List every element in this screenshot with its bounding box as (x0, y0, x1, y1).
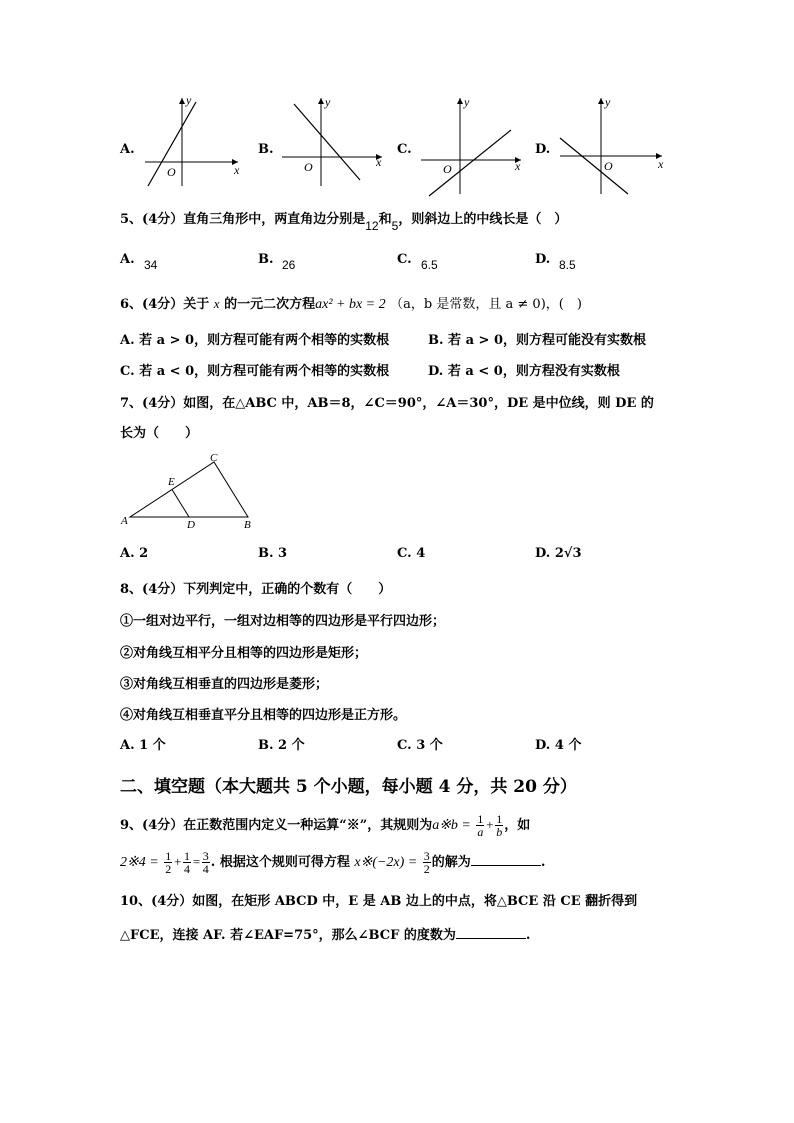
q6-stem-mid: 的一元二次方程 (224, 297, 316, 312)
option-value: 6.5 (421, 258, 438, 272)
graph-d (556, 94, 668, 198)
frac-num: 3 (423, 849, 430, 863)
q10-line2-text: △FCE，连接 AF. 若∠EAF=75°，那么∠BCF 的度数为 (120, 928, 456, 943)
option-label: C. (397, 252, 412, 267)
vertex-a-label: A (121, 515, 128, 527)
frac-num: 1 (496, 812, 503, 826)
frac-num: 1 (165, 849, 172, 863)
q9-example-lhs: 2※4 = (120, 855, 159, 870)
q7-option-a (120, 546, 148, 562)
q6-stem-paren: （a，b 是常数，且 a ≠ 0)，( ) (390, 297, 582, 312)
option-label: C. (397, 738, 412, 753)
q8-statement: ④对角线互相垂直平分且相等的四边形是正方形。 (120, 708, 407, 723)
graph-b (276, 94, 388, 190)
q9-stem-post: ，如 (504, 818, 531, 833)
frac-den: 4 (184, 862, 190, 876)
origin-label: O (304, 160, 313, 174)
q9-frac-quarter (183, 850, 191, 875)
option-text: 若 a > 0，则方程可能有两个相等的实数根 (139, 333, 390, 348)
option-text: 若 a > 0，则方程可能没有实数根 (448, 333, 646, 348)
q7-option-b (258, 546, 287, 562)
q10-line2 (120, 926, 530, 944)
option-label: B. (258, 738, 274, 753)
q6-option-c (120, 364, 389, 380)
q9-rule-lhs: a※b = (432, 818, 471, 833)
option-value: 2√3 (554, 546, 582, 561)
option-text: 若 a < 0，则方程没有实数根 (447, 364, 620, 379)
option-label: A. (120, 252, 135, 267)
frac-den: 2 (423, 862, 430, 876)
q6-equation: ax² + bx = 2 (315, 297, 386, 312)
vertex-c-label: C (210, 452, 218, 464)
q9-frac-1-a (476, 813, 484, 838)
frac-num: 3 (202, 849, 209, 863)
axis-x-label: x (658, 157, 664, 171)
option-value: 8.5 (559, 258, 576, 272)
origin-label: O (443, 162, 452, 176)
point-d-label: D (187, 519, 195, 531)
q9-example-mid: . 根据这个规则可得方程 (210, 855, 350, 870)
q10-line1: 10、(4分）如图，在矩形 ABCD 中，E 是 AB 边上的中点，将△BCE 沿 CE 翻折得到 (120, 894, 638, 909)
q6-option-b (428, 333, 646, 349)
option-value: 26 (282, 258, 296, 272)
q9-example-post: 的解为 (431, 855, 471, 870)
option-label: A. (120, 546, 135, 561)
q5-leg-b: 5 (391, 219, 399, 233)
q8-option-b (258, 738, 305, 754)
period: . (540, 855, 546, 870)
option-text: 若 a < 0，则方程可能有两个相等的实数根 (139, 364, 390, 379)
vertex-b-label: B (244, 519, 251, 531)
origin-label: O (604, 159, 613, 173)
section-title: 二、填空题（本大题共 5 个小题，每小题 4 分，共 20 分） (120, 777, 577, 797)
q5-stem-post: ，则斜边上的中线长是（ ） (398, 212, 568, 227)
q7-triangle-figure (118, 450, 258, 534)
option-label: C. (120, 364, 135, 379)
q6-stem (120, 296, 582, 313)
option-value: 34 (144, 258, 158, 272)
q8-statement: ③对角线互相垂直的四边形是菱形； (120, 677, 329, 692)
option-label: B. (258, 252, 274, 267)
plus-sign: + (173, 854, 182, 869)
q9-equation-lhs: x※(−2x) = (354, 855, 418, 870)
option-value: 2 个 (278, 738, 305, 753)
option-label: D. (535, 546, 551, 561)
q6-option-a (120, 333, 389, 349)
option-value: 3 个 (416, 738, 443, 753)
axis-y-label: y (605, 95, 611, 109)
option-label: D. (535, 738, 551, 753)
axis-x-label: x (234, 163, 240, 177)
q9-stem (120, 813, 530, 838)
option-value: 3 (278, 546, 288, 561)
q8-option-a (120, 738, 166, 754)
option-label: C. (397, 142, 412, 157)
axis-y-label: y (186, 94, 192, 107)
q8-option-c (397, 738, 443, 754)
q5-stem-pre: 5、(4分）直角三角形中，两直角边分别是 (120, 212, 366, 227)
option-label: D. (428, 364, 444, 379)
origin-label: O (167, 165, 176, 179)
option-value: 4 (416, 546, 426, 561)
option-label: A. (120, 738, 135, 753)
q7-stem-line2: 长为（ ） (120, 426, 199, 441)
q6-var: x (213, 296, 220, 311)
frac-den: a (477, 825, 484, 839)
q7-option-d (535, 546, 582, 562)
option-label: A. (120, 333, 135, 348)
option-label: D. (535, 252, 551, 267)
q9-example (120, 850, 545, 875)
axis-x-label: x (376, 155, 382, 169)
q8-option-d (535, 738, 581, 754)
q9-frac-1-b (495, 813, 503, 838)
option-label: B. (428, 333, 444, 348)
option-value: 1 个 (139, 738, 166, 753)
frac-den: b (496, 825, 503, 839)
point-e-label: E (168, 476, 175, 488)
frac-den: 4 (202, 862, 209, 876)
plus-sign: + (485, 817, 495, 832)
q7-stem-line1: 7、(4分）如图，在△ABC 中，AB＝8，∠C＝90°，∠A＝30°，DE 是中位线，则 DE 的 (120, 396, 654, 411)
q5-leg-a: 12 (365, 219, 379, 233)
axis-y-label: y (464, 95, 470, 109)
answer-blank[interactable] (471, 853, 541, 866)
q7-option-c (397, 546, 425, 562)
frac-num: 1 (477, 812, 484, 826)
equals-sign: = (192, 854, 201, 869)
q8-stem: 8、(4分）下列判定中，正确的个数有（ ） (120, 582, 392, 597)
q6-stem-pre: 6、(4分）关于 (120, 297, 210, 312)
q9-stem-pre: 9、(4分）在正数范围内定义一种运算“※”，其规则为 (120, 818, 433, 833)
q5-and: 和 (378, 212, 392, 227)
option-value: 2 (139, 546, 149, 561)
option-label: A. (120, 142, 135, 157)
option-value: 4 个 (554, 738, 582, 753)
graph-c (415, 94, 527, 198)
axis-x-label: x (515, 159, 521, 173)
q8-statement: ①一组对边平行，一组对边相等的四边形是平行四边形； (120, 614, 446, 629)
period: . (525, 928, 531, 943)
option-label: D. (535, 142, 551, 157)
axis-y-label: y (325, 95, 331, 109)
q9-frac-three-quarters (202, 850, 210, 875)
frac-den: 2 (165, 862, 172, 876)
q5-stem (120, 211, 568, 233)
option-label: B. (258, 546, 274, 561)
graph-a (140, 94, 250, 190)
option-label: C. (397, 546, 412, 561)
frac-num: 1 (184, 849, 190, 863)
option-label: B. (258, 142, 274, 157)
q9-frac-three-halves (423, 850, 431, 875)
q8-statement: ②对角线互相平分且相等的四边形是矩形； (120, 646, 368, 661)
answer-blank[interactable] (456, 926, 526, 939)
q9-frac-half (164, 850, 172, 875)
q6-option-d (428, 364, 620, 380)
